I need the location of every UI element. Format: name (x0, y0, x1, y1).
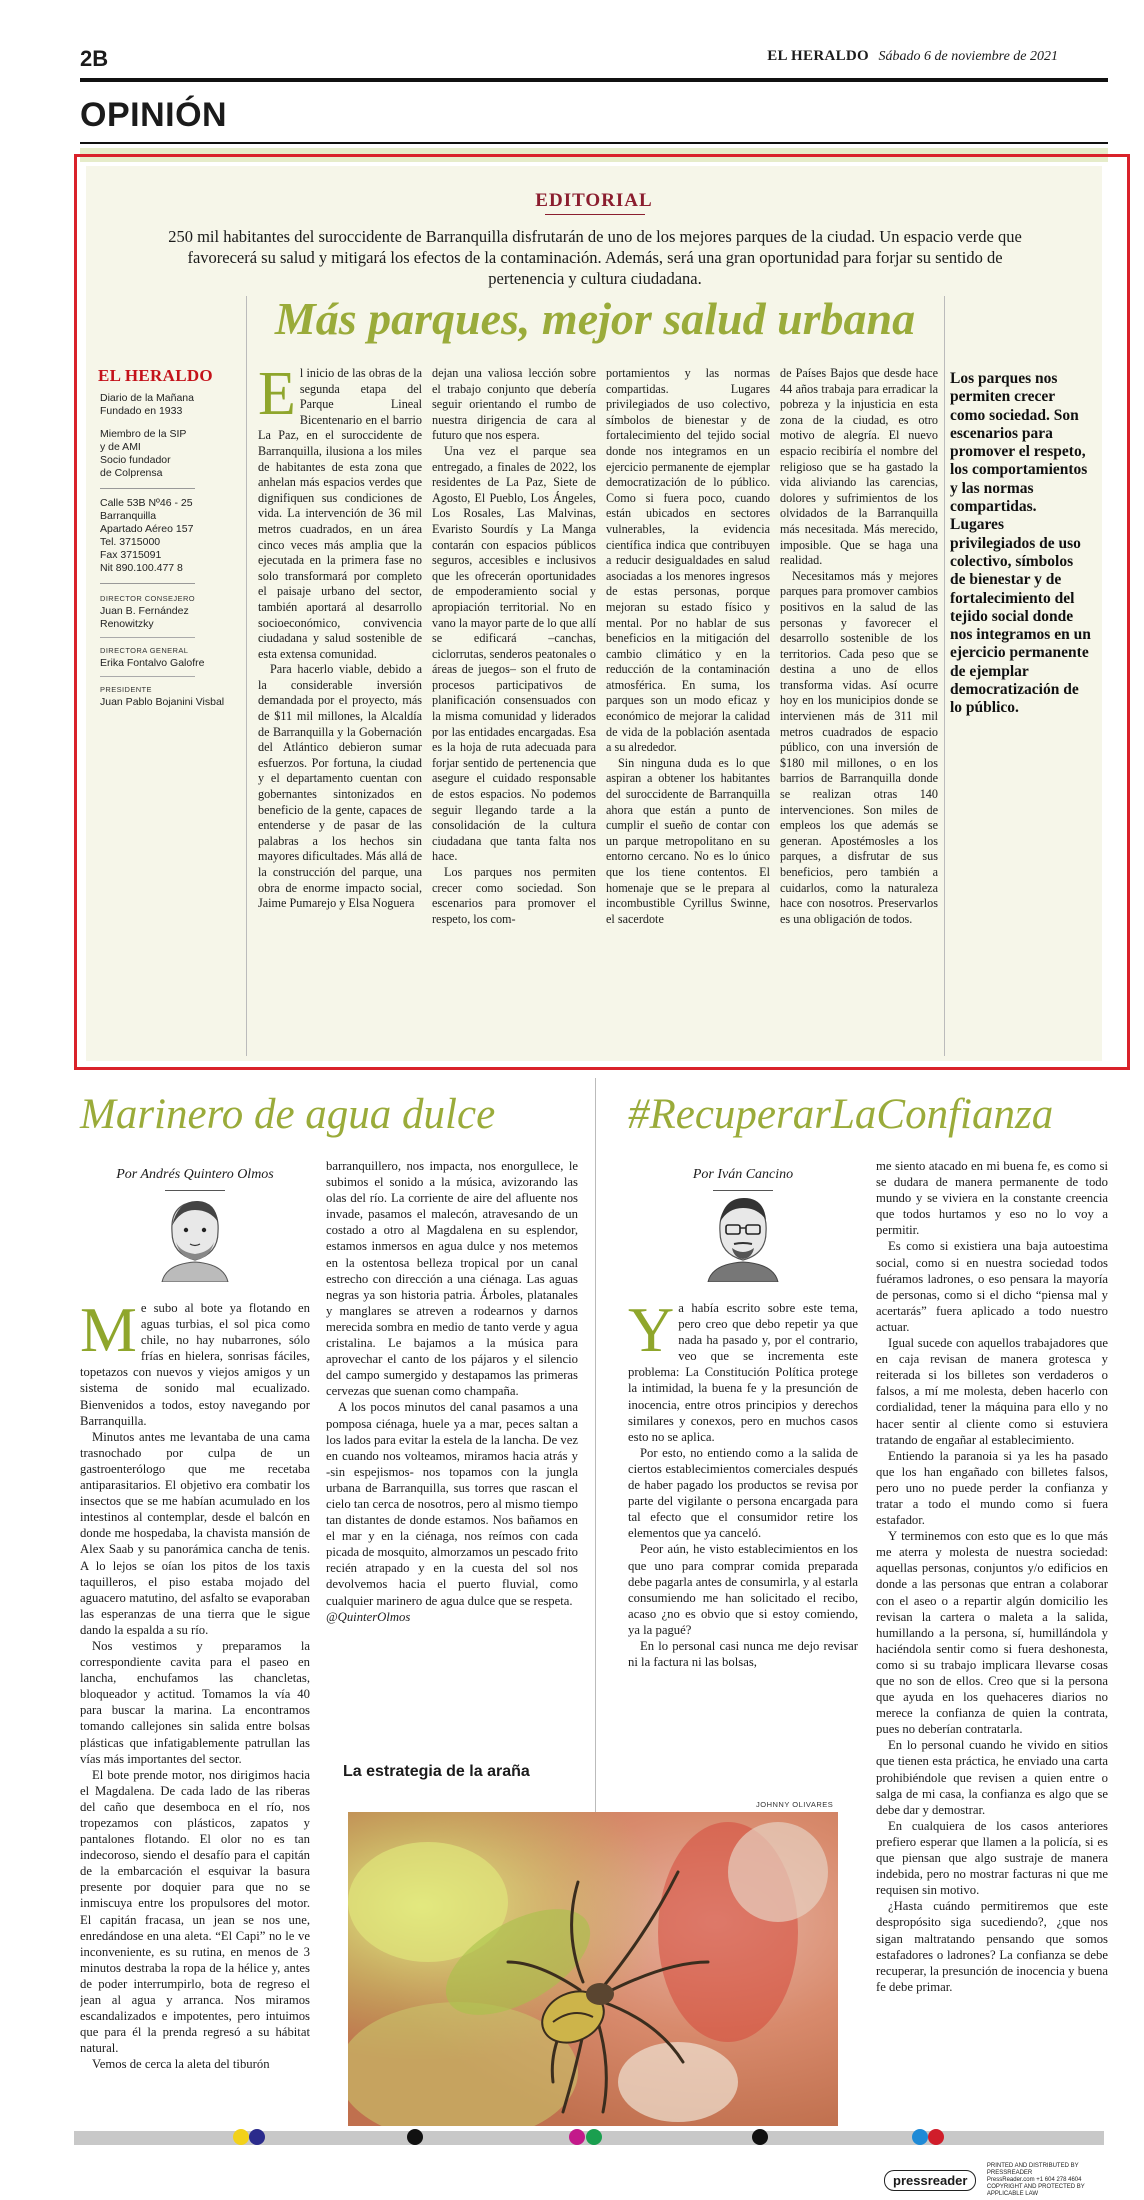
pressreader-line-1: PRINTED AND DISTRIBUTED BY PRESSREADER (986, 2163, 1079, 2176)
sidebar-line: Fundado en 1933 (100, 405, 183, 417)
photo-credit: JOHNNY OLIVARES (756, 1800, 834, 1809)
editorial-column-2 (432, 366, 596, 1056)
sidebar-line: Nit 890.100.477 8 (100, 562, 183, 574)
drop-cap: M (80, 1300, 137, 1365)
sidebar-line: Barranquilla (100, 510, 157, 522)
paragraph: Para hacerlo viable, debido a la considerable inversión demandada por el proyecto, más de $11 mil millones, la Alcaldía de Barranquilla y la Gobernación del Atlántico debieron sumar esfuerzos. Por fortuna, la ciudad y el departamento cuentan con gobernantes sintonizados en beneficio de la gente, capaces de entenderse y de pasar de las palabras a los hechos sin mayores dificultades. Más allá de la construcción del parque, una obra de enorme impacto social, Jaime Pumarejo y Elsa Noguera (258, 662, 422, 911)
section-rule (80, 142, 1108, 144)
header-rule (80, 78, 1108, 82)
sidebar-staff (100, 592, 240, 709)
publication-date: Sábado 6 de noviembre de 2021 (878, 49, 1058, 64)
paragraph: Igual sucede con aquellos trabajadores que en caja revisan de manera grotesca y reiterada si los billetes son verdaderos o falsos, a mí me molesta, deben hacerlo con cordialidad, tener la máquina para ello y no hacer sentir al cliente como si estuviera tratando de engañar al establecimiento. (876, 1336, 1108, 1447)
sidebar-brand-logo: EL HERALDO (98, 366, 213, 385)
register-dot (233, 2129, 249, 2145)
paragraph: e subo al bote ya flotando en aguas turbias, el sol pica como chile, no hay nubarrones, sólo frías en hielera, sonrisas fáciles, topetazos con nuevos y viejos amigos y un sistema de sonido mal ecualizado. Bienvenidos a todos, estoy navegando por Barranquilla. (80, 1301, 310, 1428)
sidebar-line: Apartado Aéreo 157 (100, 523, 194, 535)
staff-name: Juan B. Fernández Renowitzky (100, 605, 189, 630)
opinion-title-right: #RecuperarLaConfianza (628, 1091, 1054, 1138)
byline-right: Por Iván Cancino (692, 1167, 794, 1182)
section-title: OPINIÓN (80, 96, 228, 134)
paragraph: Los parques nos permiten crecer como sociedad. Son escenarios para promover el respeto, los com- (432, 865, 596, 926)
sidebar-block-address (100, 497, 240, 575)
staff-role: DIRECTORA GENERAL (100, 646, 189, 655)
paragraph: Vemos de cerca la aleta del tiburón (92, 2057, 270, 2072)
staff-name: Erika Fontalvo Galofre (100, 657, 205, 669)
register-dot (586, 2129, 602, 2145)
editorial-label-rule (545, 214, 645, 215)
paragraph: Entiendo la paranoia si ya les ha pasado que los han engañado con billetes falsos, pero uno no puede perder la confianza y tratar a todo el mundo como si fuera estafador. (876, 1448, 1108, 1528)
masthead (767, 48, 1058, 65)
author-handle: @QuinterOlmos (326, 1609, 411, 1624)
pressreader-line-3: COPYRIGHT AND PROTECTED BY APPLICABLE LAW (986, 2184, 1085, 2197)
pressreader-stamp (884, 2163, 1107, 2198)
paragraph: En lo personal casi nunca me dejo revisar ni la factura ni las bolsas, (628, 1638, 858, 1670)
paragraph: Y terminemos con esto que es lo que más me aterra y molesta de nuestra sociedad: aquellas personas, conjuntos y/o edificios en donde a las personas que entran a colaborar con el aseo o a repartir algún domicilio les revisan la cartera o maleta a la salida, humillando a la persona, sí, humillándola y haciéndola sentir como si fuera deshonesta, como si su trabajo implicara llevarse cosas que no son de ellos. Creo que si la persona que ayuda en los quehaceres diarios no merece la confianza de quien la contrata, pues no deberían contratarla. (876, 1529, 1108, 1737)
sidebar-line: y de AMI (100, 441, 141, 453)
editorial-title: Más parques, mejor salud urbana (274, 293, 916, 344)
paragraph: dejan una valiosa lección sobre el trabajo conjunto que debería seguir orientando el rumbo de nuestra dirigencia de cara al futuro que nos espera. (432, 366, 596, 443)
register-dot (407, 2129, 423, 2145)
editorial-lead: 250 mil habitantes del suroccidente de Barranquilla disfrutarán de uno de los mejores parques de la ciudad. Un espacio verde que favorecerá su salud y mitigará los efectos de la contaminación. Además, será una gran oportunidad para forjar su sentido de pertenencia y cultura ciudadana. (168, 227, 1022, 288)
paragraph: me siento atacado en mi buena fe, es como si se dudara de manera permanente de todo mundo y se viviera en la constante creencia que todos hurtamos y eso no lo voy a permitir. (876, 1159, 1108, 1238)
author-portrait-left (150, 1192, 240, 1282)
sidebar-line: Tel. 3715000 (100, 536, 161, 548)
masthead-sidebar (100, 392, 240, 709)
paragraph: portamientos y las normas compartidas. Lugares privilegiados de uso colectivo, símbolos de bienestar y de fortalecimiento del tejido social donde nos integramos en un ejercicio permanente de ejemplar democratización de lo público. Como si fuera poco, cuando están ubicados en sectores vulnerables, la evidencia científica indica que contribuyen a reducir desigualdades en salud asociadas a los menores ingresos de estas personas, porque mejoran su estado físico y mental. Por no hablar de sus beneficios en la mitigación del cambio climático y en la reducción de la contaminación atmosférica. En suma, los parques son un modo eficaz y económico de mejorar la calidad de vida de la población asentada a su alrededor. (606, 366, 770, 755)
paragraph: Minutos antes me levantaba de una cama trasnochado por culpa de un gastroenterólogo que me recetaba antiparasitarios. El objetivo era combatir los insectos que se me habían acumulado en los intestinos al contemplar, desde el balcón en donde me hospedaba, la chavista mansión de Alex Saab y su panorámica cancha de tenis. A lo lejos se oían los pitos de los taxis taquilleros, el piso estaba mojado del aguacero matutino, del asfalto se evaporaban las esperanzas de una tierra que le sigue dando la espalda a su río. (80, 1429, 310, 1637)
drop-cap: E (258, 366, 296, 428)
author-portrait-right (698, 1192, 788, 1282)
register-dot (569, 2129, 585, 2145)
paragraph: ¿Hasta cuándo permitiremos que este despropósito siga sucediendo?, ¿que nos sigan maltratando pensando que somos estafadores o ladrones? La confianza se debe recuperar, la presunción de inocencia y buena fe debe primar. (876, 1899, 1108, 1994)
sidebar-line: Socio fundador (100, 454, 171, 466)
register-dot (249, 2129, 265, 2145)
editorial-column-1 (258, 366, 422, 1056)
sidebar-line: Miembro de la SIP (100, 428, 187, 440)
paragraph: Es como si existiera una baja autoestima social, como si en nuestra sociedad todos fuéramos ladrones, o eso pensara la mayoría de personas, como si el dicho “piensa mal y acertarás” fuera aplicado a todo nuestro actuar. (876, 1239, 1108, 1334)
column-right-text-2 (876, 1158, 1108, 2118)
paragraph: Sin ninguna duda es lo que aspiran a obtener los habitantes del suroccidente de Barranquilla ahora que están a punto de cumplir el sueño de contar con un parque metropolitano en su entorno cercano. No es lo único que los tiene contentos. El homenaje que se le prepara al incombustible Cyrillus Swinne, el sacerdote (606, 755, 770, 926)
sidebar-line: Calle 53B Nº46 - 25 (100, 497, 193, 509)
paragraph: Por esto, no entiendo como a la salida de ciertos establecimientos comerciales después de haber pagado los productos se revisa por parte del vigilante o persona encargada para tal efecto que el consumidor retire los elementos que ya canceló. (628, 1445, 858, 1541)
pressreader-logo: pressreader (884, 2170, 976, 2191)
paragraph: l inicio de las obras de la segunda etapa del Parque Lineal Bicentenario en el barrio La Paz, en el suroccidente de Barranquilla, ilusiona a los miles de habitantes de esta zona que anhelan más espacios verdes que dignifiquen sus condiciones de vida. La intervención de 36 mil metros cuadrados, en un área cinco veces más amplia que la ejecutada en la primera fase no solo transformará por completo el paisaje urbano del sector, también aportará al desarrollo socioeconómico, convivencia ciudadana y salud sostenible de esta extensa comunidad. (258, 366, 422, 661)
column-right-text-1 (628, 1300, 858, 1760)
staff-name: Juan Pablo Bojanini Visbal (100, 696, 225, 708)
byline-rule (713, 1190, 773, 1191)
column-left-text-1 (80, 1300, 310, 2120)
paragraph: Una vez el parque sea entregado, a finales de 2022, los residentes de La Paz, Siete de Agosto, El Pueblo, Los Ángeles, Los Rosales, Las Malvinas, Evaristo Sourdís y La Manga contarán con espacios públicos seguros, accesibles e inclusivos que les ofrecerán oportunidades de empoderamiento social y apropiación territorial. No en vano la mayor parte de lo que allí se edificará –canchas, ciclorrutas, senderos peatonales o áreas de juegos– son el fruto de procesos participativos de planificación consensuados con la misma comunidad y liderados por las entidades encargadas. Esa es la hoja de ruta adecuada para forjar sentido de pertenencia que asegure el cuidado responsable de estos espacios. No podemos seguir llegando tarde a la consolidación de la cultura ciudadana que tanta falta nos hace. (432, 443, 596, 864)
drop-cap: Y (628, 1300, 675, 1365)
paragraph: a había escrito sobre este tema, pero creo que debo repetir ya que nada ha pasado y, por el contrario, veo que se incrementa este problema: La Constitución Política protege la intimidad, la buena fe y la presunción de inocencia, entre otros principios y derechos similares y conexos, pero en muchos casos esto no se aplica. (628, 1301, 858, 1444)
staff-role: PRESIDENTE (100, 685, 152, 694)
paragraph: barranquillero, nos impacta, nos enorgullece, le subimos el sonido a la música, avizorando las olas del río. La corriente de aire del afluente nos invade, pasamos el malecón, atravesando de un costado a otro al Magdalena en su esplendor, estamos inmersos en agua dulce y nos metemos en la ostentosa belleza tropical por un canal estrecho con dirección a una ciénaga. Las aguas negras ya son historia patria. Árboles, platanales y manglares se atreven a rodearnos y darnos merecida sombra en medio de tanto verde y agua cristalina. Le bajamos a la música para aprovechar el canto de los pájaros y el silencio del campo sumergido y destapamos las primeras cervezas que suenan como champaña. (326, 1159, 578, 1399)
register-dot (912, 2129, 928, 2145)
opinion-title-left: Marinero de agua dulce (80, 1091, 496, 1138)
register-dot (752, 2129, 768, 2145)
byline-left: Por Andrés Quintero Olmos (116, 1167, 274, 1182)
cartoon-title: La estrategia de la araña (343, 1763, 530, 1780)
paragraph: El bote prende motor, nos dirigimos hacia el Magdalena. De cada lado de las riberas del caño que desemboca en el río, nos tropezamos con plásticos, zapatos y pantalones flotando. El olor no es tan indecoroso, siendo el desafío para el capitán de la embarcación el esquivar la basura presente por doquier para que no se inmiscuya entre los propulsores del motor. El capitán fracasa, un jean se nos une, enredándose en una aleta. “El Capi” no le ve inconveniente, es su rutina, en menos de 3 minutos destraba la ropa de la hélice y, antes de poder interrumpirlo, bota de regreso el jean al agua y arranca. Nos miramos escandalizados e impotentes, pero intuimos que para él la prenda regresó a su hábitat natural. (80, 1767, 310, 2056)
editorial-column-3 (606, 366, 770, 1056)
paragraph: de Países Bajos que desde hace 44 años trabaja para erradicar la pobreza y la injusticia en esta zona de la ciudad, es otro motivo de alegría. El nuevo espacio recibiría el nombre del religioso que se ha gastado la vida aliviando las carencias, dolores y sufrimientos de los olvidados de la Barranquilla más necesitada. Más merecido, imposible. Que se haga una realidad. (780, 366, 938, 568)
editorial-label: EDITORIAL (535, 190, 653, 211)
paragraph: Necesitamos más y mejores parques para promover cambios positivos en la salud de las personas y favorecer el desarrollo sostenible de los territorios. Cada peso que se destina a uno de ellos transforma vidas. Así ocurre hoy en los municipios donde se intervienen más de 311 mil metros cuadrados de espacio público, con una inversión de $180 mil millones, o en los barrios de Barranquilla donde se realizan otras 140 intervenciones. Son miles de empleos los que además se generan. Apostémosles a los parques, a disfrutar de sus beneficios, pero también a cuidarlos, como la naturaleza hace con nosotros. Preservarlos es una obligación de todos. (780, 568, 938, 926)
sidebar-block-membership (100, 428, 240, 480)
editorial-pullquote: Los parques nos permiten crecer como sociedad. Son escenarios para promover el respeto, los comportamientos y las normas compartidas. Lugares privilegiados de uso colectivo, símbolos de bienestar y de fortalecimiento del tejido social donde nos integramos en un ejercicio permanente de ejemplar democratización de lo público. (950, 370, 1091, 717)
publication-name: EL HERALDO (767, 48, 869, 64)
register-dot (928, 2129, 944, 2145)
paragraph: En cualquiera de los casos anteriores prefiero esperar que llamen a la policía, si es que piensan que algo sustraje de manera indebida, pero no mostrar facturas ni que me requisen sin motivo. (876, 1818, 1108, 1898)
staff-role: DIRECTOR CONSEJERO (100, 594, 195, 603)
page-number: 2B (80, 46, 109, 71)
spider-photo (348, 1812, 838, 2126)
column-left-text-2 (326, 1158, 578, 1738)
paragraph: Peor aún, he visto establecimientos en los que uno para comprar comida preparada debe pagarla antes de consumirla, y al estarla consumiendo me han solicitado el recibo, acaso ¿no es obvio que si estoy comiendo, ya la pagué? (628, 1542, 858, 1637)
column-rule (246, 296, 247, 1056)
sidebar-line: Diario de la Mañana (100, 392, 194, 404)
sidebar-block-founded (100, 392, 240, 418)
column-rule (944, 296, 945, 1056)
pressreader-line-2: PressReader.com +1 604 278 4604 (986, 2177, 1082, 2183)
paragraph: En lo personal cuando he vivido en sitios que tienen esta práctica, he enviado una carta prohibiéndole que revisen a quien entre o salga de mi casa, la confianza es algo que se debe dar y demostrar. (876, 1738, 1108, 1817)
sidebar-line: Fax 3715091 (100, 549, 162, 561)
sidebar-line: de Colprensa (100, 467, 163, 479)
paragraph: Nos vestimos y preparamos la correspondiente cavita para el paseo en lancha, enchufamos las chancletas, bloqueador y actitud. Tomamos la vía 40 para buscar la marina. La encontramos tomando callejones sin salida entre bolsas plásticas que infatigablemente patrullan las vías más importantes del sector. (80, 1638, 310, 1766)
byline-rule (165, 1190, 225, 1191)
editorial-column-4 (780, 366, 938, 1056)
paragraph: A los pocos minutos del canal pasamos a una pomposa ciénaga, huele ya a mar, peces saltan a los lados para evitar la estela de la lancha. De vez en cuando nos volteamos, miramos hacia atrás y -sin espejismos- nos topamos con la jungla urbana de Barranquilla, sus torres que rascan el cielo tan cerca de nosotros, pero al mismo tiempo tan distantes de donde estamos. Nos bañamos en el mar y en la ciénaga, nos reímos con cada picada de mosquito, almorzamos un pescado frito recién atrapado y en la cuesta del sol nos devolvemos hacia el puerto fluvial, como cualquier marinero de agua dulce que se respeta. (326, 1400, 578, 1608)
